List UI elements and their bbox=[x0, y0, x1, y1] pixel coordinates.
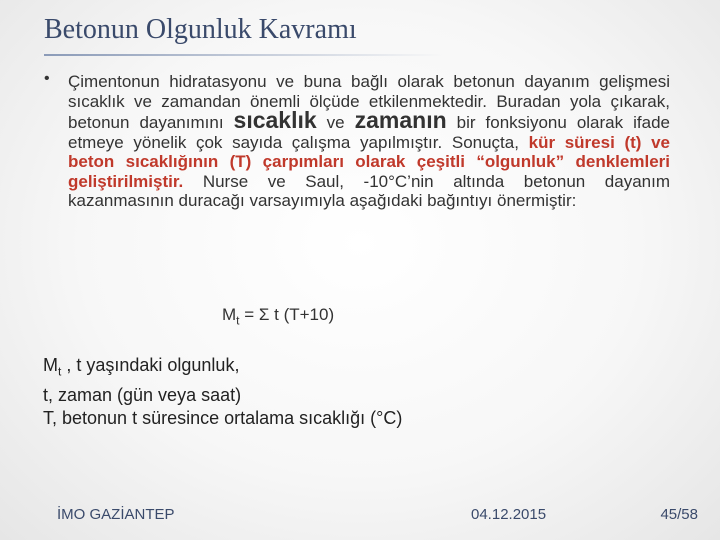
highlighted-statement: kür süresi (t) ve beton sıcaklığının (T) çarpımları olarak çeşitli “olgunluk” denklemleri geliştirilmiştir. bbox=[68, 132, 670, 191]
footer-page-number: 45/58 bbox=[660, 506, 698, 523]
title-underline bbox=[44, 54, 444, 56]
definition-text: , t yaşındaki olgunluk, bbox=[61, 355, 240, 375]
formula-symbol: M bbox=[222, 305, 237, 324]
definition-mt bbox=[43, 354, 402, 384]
keyword-sicaklik: sıcaklık bbox=[233, 107, 317, 133]
definitions-list bbox=[43, 354, 402, 430]
formula-expression: = Σ t (T+10) bbox=[239, 305, 335, 324]
maturity-formula bbox=[222, 305, 334, 327]
definition-symbol: M bbox=[43, 355, 58, 375]
definition-subscript: t bbox=[58, 364, 62, 379]
footer-date: 04.12.2015 bbox=[471, 506, 547, 523]
formula-subscript: t bbox=[236, 313, 240, 328]
slide-title: Betonun Olgunluk Kavramı bbox=[44, 14, 357, 45]
body-paragraph bbox=[68, 72, 670, 211]
footer-organization: İMO GAZİANTEP bbox=[57, 506, 175, 523]
body-text-4: Nurse ve Saul, -10°C’nin altında betonun dayanım kazanmasının duracağı varsayımıyla aşağıdaki bağıntıyı önermiştir: bbox=[68, 171, 670, 210]
body-text-2: ve bbox=[316, 113, 355, 132]
definition-t: t, zaman (gün veya saat) bbox=[43, 384, 242, 405]
body-text-3: bir fonksiyonu olarak ifade etmeye yönelik çok sayıda çalışma yapılmıştır. Sonuçta, bbox=[68, 113, 670, 152]
keyword-zamanin: zamanın bbox=[354, 107, 447, 133]
definition-temperature: T, betonun t süresince ortalama sıcaklığı (°C) bbox=[43, 407, 403, 428]
bullet-marker: • bbox=[44, 70, 50, 87]
body-text-1: Çimentonun hidratasyonu ve buna bağlı olarak betonun dayanım gelişmesi sıcaklık ve zamandan önemli ölçüde etkilenmektedir. Buradan yola çıkarak, betonun dayanımını bbox=[68, 72, 670, 132]
